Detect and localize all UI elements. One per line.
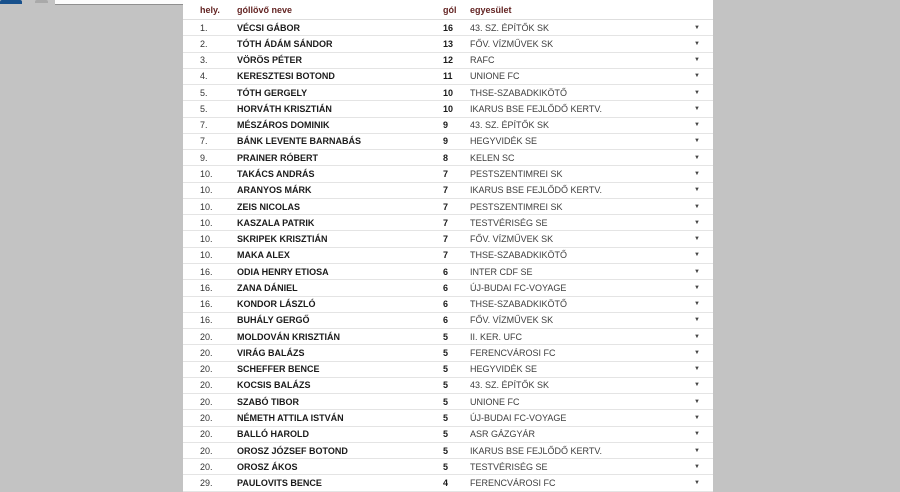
table-row: [183, 150, 713, 166]
player-name-cell: TÓTH GERGELY: [237, 87, 308, 98]
player-name-cell: OROSZ JÓZSEF BOTOND: [237, 445, 348, 456]
page-content: [183, 0, 713, 492]
table-row: [183, 101, 713, 117]
expand-row-arrow-icon[interactable]: ▼: [694, 366, 700, 373]
table-row: [183, 362, 713, 378]
rank-cell: 10.: [200, 169, 213, 180]
browser-tab-remnant[interactable]: [35, 0, 48, 3]
player-name-cell: PRAINER RÓBERT: [237, 152, 319, 163]
table-row: [183, 313, 713, 329]
rank-cell: 5.: [200, 103, 208, 114]
expand-row-arrow-icon[interactable]: ▼: [694, 431, 700, 438]
table-row: [183, 20, 713, 36]
table-row: [183, 329, 713, 345]
goals-cell: 5: [443, 380, 449, 391]
rank-cell: 16.: [200, 299, 213, 310]
club-cell: IKARUS BSE FEJLŐDŐ KERTV.: [470, 103, 603, 114]
goals-cell: 12: [443, 55, 454, 66]
player-name-cell: KASZALA PATRIK: [237, 217, 315, 228]
rank-cell: 20.: [200, 445, 213, 456]
browser-tab-favicon[interactable]: [0, 0, 22, 4]
expand-row-arrow-icon[interactable]: ▼: [694, 154, 700, 161]
goals-cell: 8: [443, 152, 449, 163]
player-name-cell: NÉMETH ATTILA ISTVÁN: [237, 413, 344, 423]
player-name-cell: ODIA HENRY ETIOSA: [237, 266, 329, 277]
expand-row-arrow-icon[interactable]: ▼: [694, 57, 700, 64]
goals-cell: 5: [443, 461, 449, 472]
club-cell: 43. SZ. ÉPÍTŐK SK: [470, 380, 550, 391]
table-row: [183, 345, 713, 361]
rank-cell: 20.: [200, 347, 213, 358]
player-name-cell: KONDOR LÁSZLÓ: [237, 299, 316, 310]
player-name-cell: MÉSZÁROS DOMINIK: [237, 120, 330, 131]
expand-row-arrow-icon[interactable]: ▼: [694, 447, 700, 454]
expand-row-arrow-icon[interactable]: ▼: [694, 122, 700, 129]
goals-cell: 16: [443, 22, 454, 33]
expand-row-arrow-icon[interactable]: ▼: [694, 203, 700, 210]
rank-cell: 9.: [200, 152, 208, 163]
goals-cell: 5: [443, 429, 449, 440]
goals-cell: 5: [443, 347, 449, 358]
goals-cell: 6: [443, 282, 449, 293]
club-cell: TESTVÉRISÉG SE: [470, 461, 548, 472]
club-cell: FŐV. VÍZMŰVEK SK: [470, 38, 554, 49]
expand-row-arrow-icon[interactable]: ▼: [694, 105, 700, 112]
rank-cell: 4.: [200, 71, 208, 82]
expand-row-arrow-icon[interactable]: ▼: [694, 171, 700, 178]
player-name-cell: PAULOVITS BENCE: [237, 478, 322, 489]
player-name-cell: ZEIS NICOLAS: [237, 201, 301, 212]
player-name-cell: MAKA ALEX: [237, 250, 290, 261]
table-row: [183, 264, 713, 280]
club-cell: ASR GÁZGYÁR: [470, 429, 536, 440]
table-row: [183, 215, 713, 231]
rank-cell: 20.: [200, 380, 213, 391]
expand-row-arrow-icon[interactable]: ▼: [694, 236, 700, 243]
goals-cell: 5: [443, 364, 449, 375]
rank-cell: 10.: [200, 201, 213, 212]
player-name-cell: KOCSIS BALÁZS: [237, 380, 311, 391]
rank-cell: 20.: [200, 331, 213, 342]
table-row: [183, 248, 713, 264]
player-name-cell: KERESZTESI BOTOND: [237, 71, 335, 82]
expand-row-arrow-icon[interactable]: ▼: [694, 89, 700, 96]
col-header-player: góllövő neve: [237, 5, 293, 15]
rank-cell: 5.: [200, 87, 208, 98]
table-row: [183, 231, 713, 247]
club-cell: IKARUS BSE FEJLŐDŐ KERTV.: [470, 445, 603, 456]
table-row: [183, 53, 713, 69]
player-name-cell: ZANA DÁNIEL: [237, 282, 298, 293]
table-row: [183, 166, 713, 182]
rank-cell: 7.: [200, 120, 208, 131]
rank-cell: 10.: [200, 185, 213, 196]
player-name-cell: MOLDOVÁN KRISZTIÁN: [237, 331, 340, 342]
goals-cell: 6: [443, 266, 449, 277]
player-name-cell: SKRIPEK KRISZTIÁN: [237, 234, 328, 245]
table-row: [183, 183, 713, 199]
club-cell: THSE-SZABADKIKÖTŐ: [470, 299, 568, 310]
goals-cell: 10: [443, 103, 454, 114]
table-row: [183, 410, 713, 426]
club-cell: KELEN SC: [470, 152, 515, 163]
goal-scorers-table: [183, 0, 713, 492]
player-name-cell: VIRÁG BALÁZS: [237, 347, 305, 358]
goals-cell: 7: [443, 169, 449, 180]
goals-cell: 13: [443, 38, 454, 49]
player-name-cell: TAKÁCS ANDRÁS: [237, 169, 315, 180]
player-name-cell: SZABÓ TIBOR: [237, 396, 299, 407]
club-cell: THSE-SZABADKIKÖTŐ: [470, 87, 568, 98]
club-cell: II. KER. UFC: [470, 331, 523, 342]
goals-cell: 10: [443, 87, 454, 98]
player-name-cell: BÁNK LEVENTE BARNABÁS: [237, 136, 362, 147]
club-cell: HEGYVIDÉK SE: [470, 136, 538, 147]
table-row: [183, 85, 713, 101]
club-cell: RAFC: [470, 55, 495, 66]
expand-row-arrow-icon[interactable]: ▼: [694, 24, 700, 31]
goals-cell: 7: [443, 201, 449, 212]
expand-row-arrow-icon[interactable]: ▼: [694, 219, 700, 226]
club-cell: ÚJ-BUDAI FC-VOYAGE: [470, 282, 567, 293]
table-row: [183, 134, 713, 150]
expand-row-arrow-icon[interactable]: ▼: [694, 268, 700, 275]
club-cell: PESTSZENTIMREI SK: [470, 169, 563, 180]
expand-row-arrow-icon[interactable]: ▼: [694, 480, 700, 487]
table-body: [183, 20, 713, 492]
player-name-cell: BALLÓ HAROLD: [237, 429, 309, 440]
rank-cell: 20.: [200, 396, 213, 407]
rank-cell: 7.: [200, 136, 208, 147]
expand-row-arrow-icon[interactable]: ▼: [694, 317, 700, 324]
rank-cell: 16.: [200, 315, 213, 326]
table-header-row: [183, 0, 713, 20]
goals-cell: 11: [443, 71, 453, 82]
table-row: [183, 394, 713, 410]
player-name-cell: VÖRÖS PÉTER: [237, 55, 303, 66]
club-cell: HEGYVIDÉK SE: [470, 364, 538, 375]
player-name-cell: BUHÁLY GERGŐ: [237, 315, 310, 326]
club-cell: THSE-SZABADKIKÖTŐ: [470, 250, 568, 261]
player-name-cell: TÓTH ÁDÁM SÁNDOR: [237, 38, 333, 49]
goals-cell: 5: [443, 396, 449, 407]
expand-row-arrow-icon[interactable]: ▼: [694, 138, 700, 145]
rank-cell: 10.: [200, 217, 213, 228]
player-name-cell: OROSZ ÁKOS: [237, 461, 298, 472]
club-cell: PESTSZENTIMREI SK: [470, 201, 563, 212]
expand-row-arrow-icon[interactable]: ▼: [694, 73, 700, 80]
table-row: [183, 118, 713, 134]
goals-cell: 5: [443, 413, 449, 423]
rank-cell: 3.: [200, 55, 208, 66]
rank-cell: 20.: [200, 461, 213, 472]
table-row: [183, 443, 713, 459]
goals-cell: 7: [443, 217, 449, 228]
club-cell: TESTVÉRISÉG SE: [470, 217, 548, 228]
rank-cell: 10.: [200, 234, 213, 245]
table-row: [183, 459, 713, 475]
club-cell: UNIONE FC: [470, 71, 520, 82]
goals-cell: 7: [443, 234, 449, 245]
expand-row-arrow-icon[interactable]: ▼: [694, 463, 700, 470]
rank-cell: 16.: [200, 266, 213, 277]
club-cell: FŐV. VÍZMŰVEK SK: [470, 234, 554, 245]
rank-cell: 20.: [200, 364, 213, 375]
col-header-goals: gól: [443, 5, 457, 15]
rank-cell: 20.: [200, 413, 213, 423]
goals-cell: 7: [443, 250, 449, 261]
player-name-cell: ARANYOS MÁRK: [237, 185, 312, 196]
goals-cell: 9: [443, 136, 449, 147]
club-cell: 43. SZ. ÉPÍTŐK SK: [470, 22, 550, 33]
club-cell: FERENCVÁROSI FC: [470, 347, 556, 358]
goals-cell: 5: [443, 445, 449, 456]
table-row: [183, 280, 713, 296]
table-row: [183, 69, 713, 85]
expand-row-arrow-icon[interactable]: ▼: [694, 349, 700, 356]
goals-cell: 6: [443, 299, 449, 310]
club-cell: IKARUS BSE FEJLŐDŐ KERTV.: [470, 185, 603, 196]
expand-row-arrow-icon[interactable]: ▼: [694, 40, 700, 47]
club-cell: 43. SZ. ÉPÍTŐK SK: [470, 120, 550, 131]
player-name-cell: VÉCSI GÁBOR: [237, 22, 301, 33]
expand-row-arrow-icon[interactable]: ▼: [694, 187, 700, 194]
table-row: [183, 427, 713, 443]
expand-row-arrow-icon[interactable]: ▼: [694, 333, 700, 340]
col-header-club: egyesület: [470, 5, 512, 15]
player-name-cell: HORVÁTH KRISZTIÁN: [237, 103, 332, 114]
goals-cell: 6: [443, 315, 449, 326]
goals-cell: 5: [443, 331, 449, 342]
expand-row-arrow-icon[interactable]: ▼: [694, 415, 700, 421]
rank-cell: 2.: [200, 38, 208, 49]
expand-row-arrow-icon[interactable]: ▼: [694, 252, 700, 259]
table-row: [183, 475, 713, 491]
club-cell: INTER CDF SE: [470, 266, 533, 277]
rank-cell: 10.: [200, 250, 213, 261]
expand-row-arrow-icon[interactable]: ▼: [694, 398, 700, 405]
rank-cell: 20.: [200, 429, 213, 440]
goals-cell: 4: [443, 478, 449, 489]
club-cell: FERENCVÁROSI FC: [470, 478, 556, 489]
rank-cell: 1.: [200, 22, 208, 33]
goals-cell: 7: [443, 185, 449, 196]
expand-row-arrow-icon[interactable]: ▼: [694, 284, 700, 291]
col-header-rank: hely.: [200, 5, 220, 15]
table-row: [183, 378, 713, 394]
club-cell: FŐV. VÍZMŰVEK SK: [470, 315, 554, 326]
club-cell: ÚJ-BUDAI FC-VOYAGE: [470, 413, 567, 423]
club-cell: UNIONE FC: [470, 396, 520, 407]
rank-cell: 16.: [200, 282, 213, 293]
expand-row-arrow-icon[interactable]: ▼: [694, 301, 700, 308]
table-row: [183, 36, 713, 52]
table-row: [183, 199, 713, 215]
expand-row-arrow-icon[interactable]: ▼: [694, 382, 700, 389]
rank-cell: 29.: [200, 478, 213, 489]
goals-cell: 9: [443, 120, 449, 131]
player-name-cell: SCHEFFER BENCE: [237, 364, 320, 375]
table-row: [183, 297, 713, 313]
